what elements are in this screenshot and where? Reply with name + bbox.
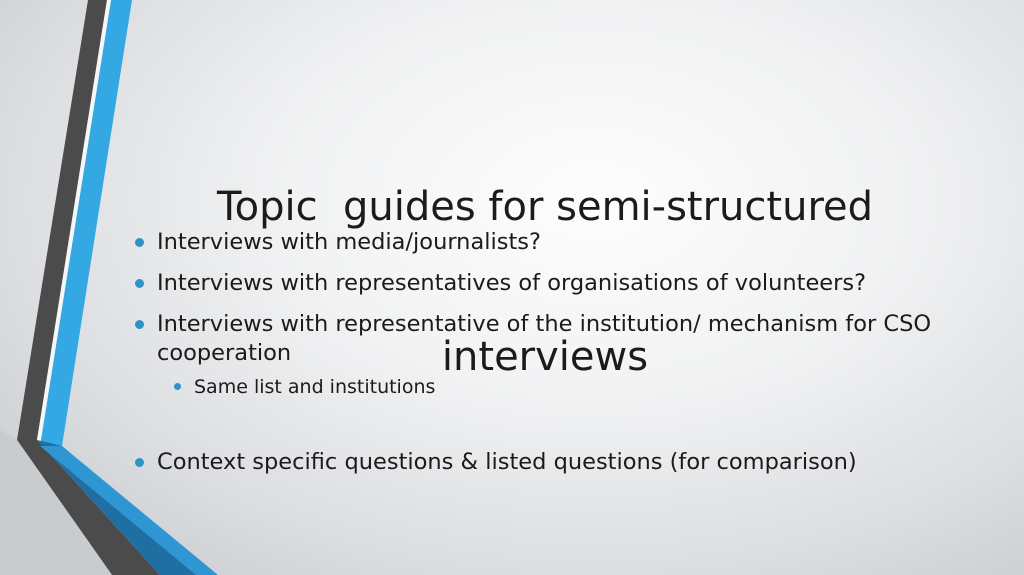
bullet-dot-icon xyxy=(135,320,144,329)
bullet-item xyxy=(133,269,963,298)
sub-bullet-text: Same list and institutions xyxy=(194,376,436,398)
bullet-item xyxy=(133,228,963,257)
bullet-dot-icon xyxy=(135,458,144,467)
sub-bullet-dot-icon xyxy=(174,383,181,390)
bullet-dot-icon xyxy=(135,238,144,247)
bullet-text: Interviews with media/journalists? xyxy=(157,229,541,255)
bullet-text: Interviews with representatives of organisations of volunteers? xyxy=(157,270,867,296)
title-line-1: Topic guides for semi-structured xyxy=(216,184,874,230)
bullet-dot-icon xyxy=(135,279,144,288)
title-line-2: interviews xyxy=(441,334,649,380)
white-line xyxy=(37,0,111,446)
bullet-item xyxy=(133,448,963,477)
bullet-list xyxy=(133,228,963,489)
bullet-text: Context specific questions & listed questions (for comparison) xyxy=(157,449,857,475)
sub-bullet-item xyxy=(133,374,963,400)
bullet-text: Interviews with representative of the institution/ mechanism for CSO cooperation xyxy=(157,311,932,366)
bullet-item xyxy=(133,310,963,368)
